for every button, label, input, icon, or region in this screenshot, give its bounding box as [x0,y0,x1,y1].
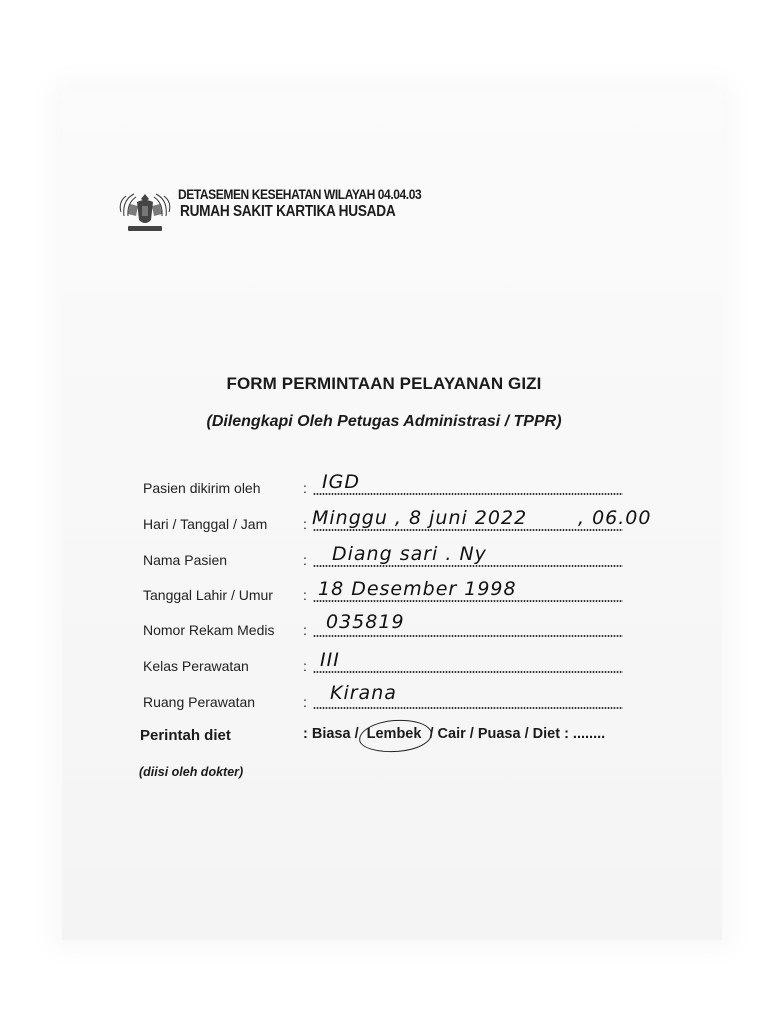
field-colon: : [303,516,307,532]
field-colon: : [303,694,307,710]
diet-suffix: / Cair / Puasa / Diet : ........ [429,726,606,742]
org-line-1: DETASEMEN KESEHATAN WILAYAH 04.04.03 [178,186,422,202]
field-dotted-line [313,565,623,567]
field-value-care-class[interactable]: III [320,649,340,671]
diet-prefix: : Biasa / [303,726,359,742]
field-label: Pasien dikirim oleh [143,480,261,496]
diet-order-label: Perintah diet [140,727,231,744]
field-label: Kelas Perawatan [143,658,249,674]
field-row-medical-record [0,612,768,642]
field-label: Tanggal Lahir / Umur [143,587,273,603]
field-colon: : [303,552,307,568]
field-row-sender [0,470,768,500]
field-colon: : [303,480,307,496]
field-row-day-date-time [0,506,768,536]
field-row-patient-name [0,542,768,572]
field-value-time[interactable]: , 06.00 [578,507,652,529]
field-value-medical-record[interactable]: 035819 [326,611,405,633]
form-subtitle: (Dilengkapi Oleh Petugas Administrasi / TPPR) [206,413,562,430]
field-label: Nomor Rekam Medis [143,622,275,638]
field-row-birthdate [0,577,768,607]
field-value-sender[interactable]: IGD [322,471,360,493]
field-value-birthdate[interactable]: 18 Desember 1998 [318,578,517,600]
field-label: Hari / Tanggal / Jam [143,516,268,532]
field-label: Nama Pasien [143,552,228,568]
field-colon: : [303,658,307,674]
field-colon: : [303,587,307,603]
letterhead [118,186,461,236]
organization-name [178,186,461,221]
field-colon: : [303,622,307,638]
field-value-patient-name[interactable]: Diang sari . Ny [332,543,487,565]
field-value-ward[interactable]: Kirana [330,682,397,704]
field-dotted-line [313,493,623,495]
garuda-emblem-icon [118,186,172,236]
field-dotted-line [313,671,623,673]
field-dotted-line [313,635,623,637]
field-dotted-line [313,529,623,531]
doctor-note: (diisi oleh dokter) [139,765,244,779]
field-dotted-line [313,600,623,602]
field-dotted-line [313,707,623,709]
field-value-day-date[interactable]: Minggu , 8 juni 2022 [312,507,528,529]
field-row-ward [0,684,768,714]
field-row-care-class [0,648,768,678]
org-line-2: RUMAH SAKIT KARTIKA HUSADA [180,202,396,220]
form-title: FORM PERMINTAAN PELAYANAN GIZI [226,374,542,393]
diet-option-selected[interactable]: Lembek [363,726,426,742]
field-label: Ruang Perawatan [143,694,256,710]
diet-options [303,726,605,742]
